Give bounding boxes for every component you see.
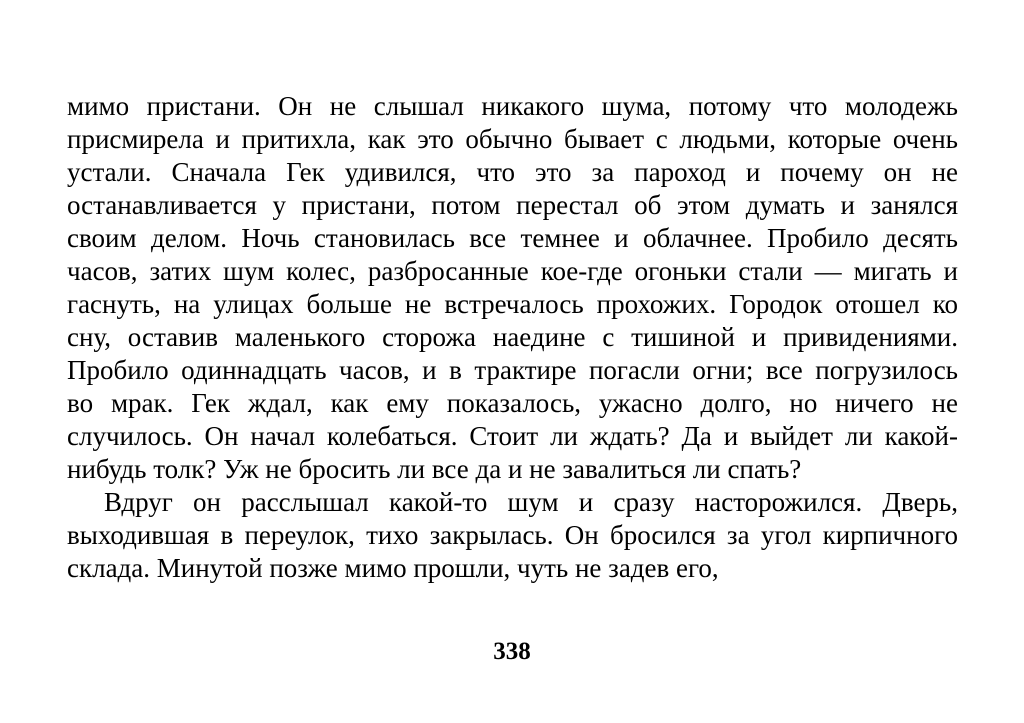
paragraph-2 (67, 486, 958, 585)
text-line: нибудь толк? Уж не бросить ли все да и не завалиться ли спать? (67, 454, 802, 484)
text-line: устали. Сначала Гек удивился, что это за пароход и почему он не (67, 157, 958, 187)
text-line: своим делом. Ночь становилась все темнее и облачнее. Пробило десять (67, 223, 958, 253)
text-line: Вдруг он расслышал какой-то шум и сразу насторожился. Дверь, (104, 487, 958, 517)
paragraph-1 (67, 90, 958, 486)
text-line: останавливается у пристани, потом перестал об этом думать и занялся (67, 190, 958, 220)
page-number: 338 (493, 638, 531, 665)
text-line: случилось. Он начал колебаться. Стоит ли ждать? Да и выйдет ли какой- (67, 421, 958, 451)
text-line: гаснуть, на улицах больше не встречалось прохожих. Городок отошел ко (67, 289, 958, 319)
text-line: Пробило одиннадцать часов, и в трактире погасли огни; все погрузилось (67, 355, 958, 385)
text-line: присмирела и притихла, как это обычно бывает с людьми, которые очень (67, 124, 958, 154)
text-line: мимо пристани. Он не слышал никакого шума, потому что молодежь (67, 91, 958, 121)
text-line: сну, оставив маленького сторожа наедине с тишиной и привидениями. (67, 322, 958, 352)
text-line: часов, затих шум колес, разбросанные кое-где огоньки стали — мигать и (67, 256, 958, 286)
text-line: выходившая в переулок, тихо закрылась. Он бросился за угол кирпичного (67, 520, 958, 550)
text-line: во мрак. Гек ждал, как ему показалось, ужасно долго, но ничего не (67, 388, 958, 418)
body-text (67, 90, 958, 585)
text-line: склада. Минутой позже мимо прошли, чуть не задев его, (67, 553, 719, 583)
